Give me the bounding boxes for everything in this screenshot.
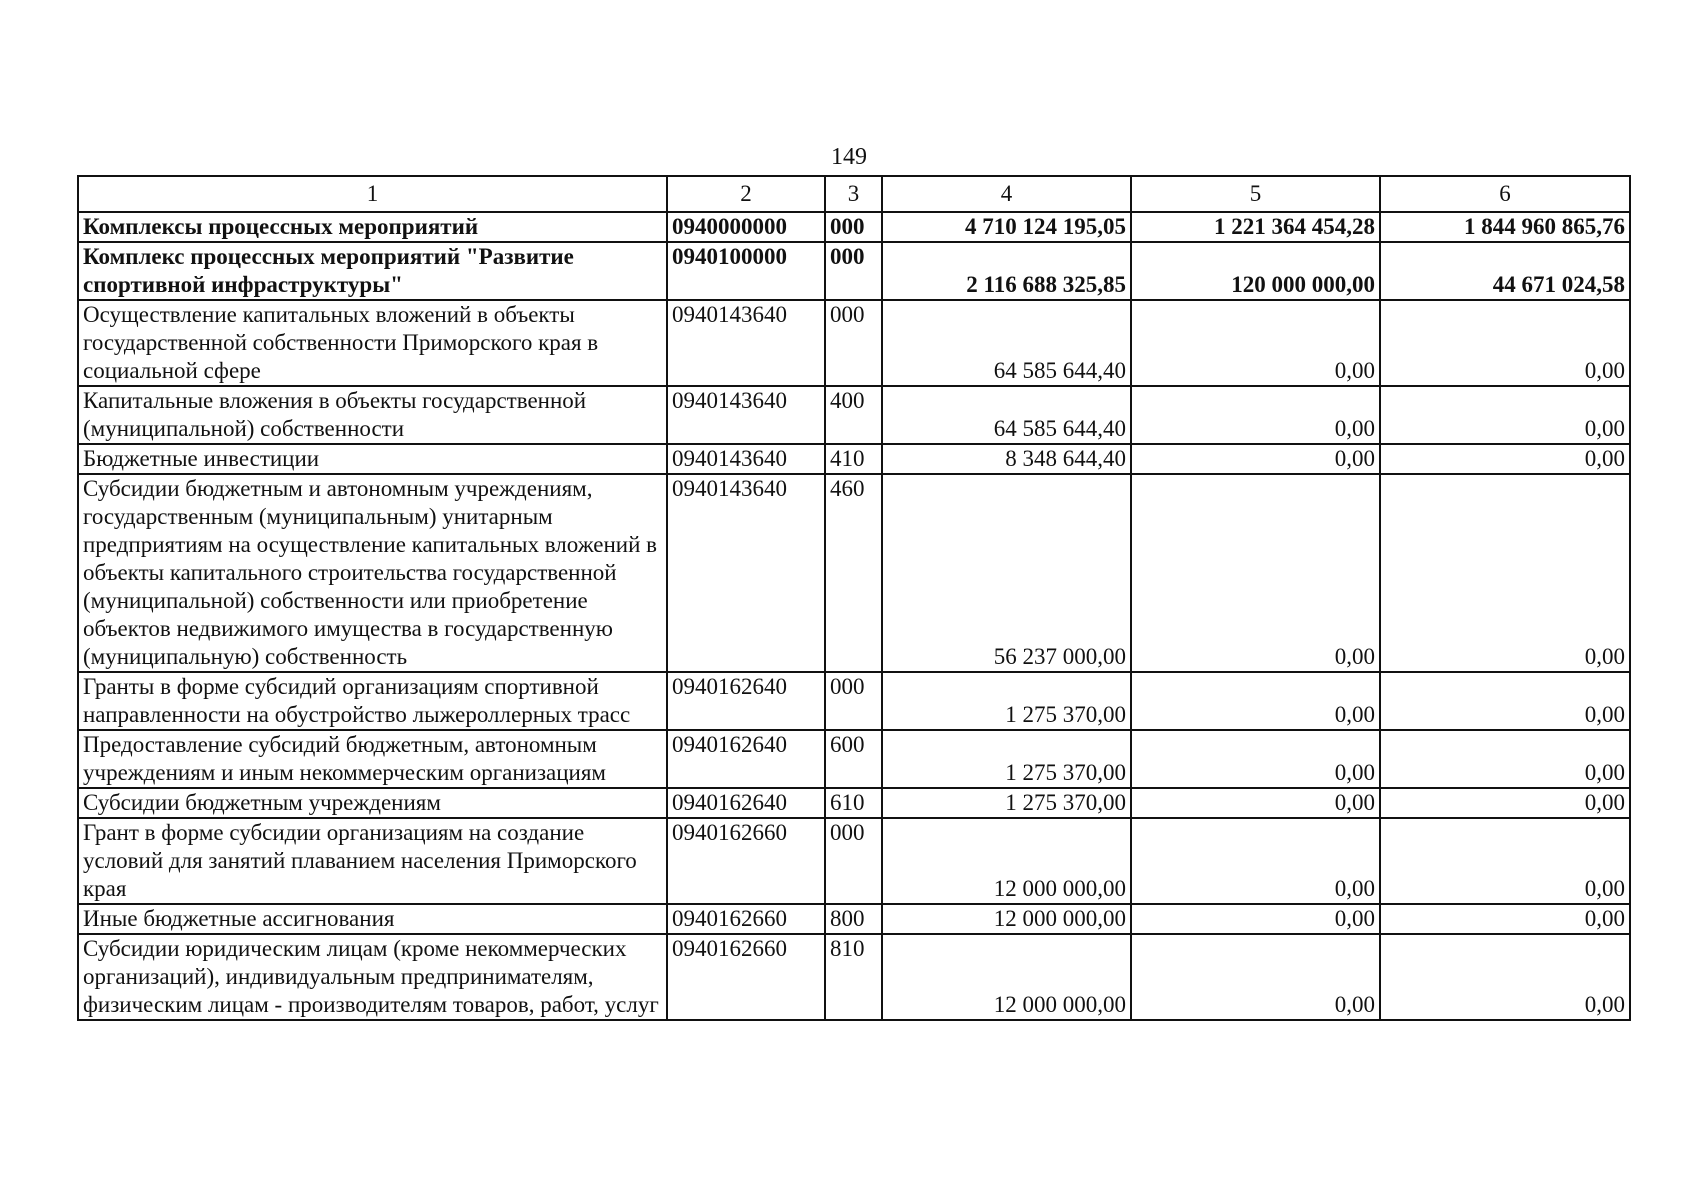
table-row <box>78 818 1630 904</box>
target-article-code: 0940162660 <box>667 904 825 934</box>
amount-column-5: 0,00 <box>1131 788 1380 818</box>
amount-column-5: 0,00 <box>1131 904 1380 934</box>
column-header: 3 <box>825 176 882 212</box>
amount-column-6: 0,00 <box>1380 672 1630 730</box>
amount-column-4: 1 275 370,00 <box>882 672 1131 730</box>
target-article-code: 0940100000 <box>667 242 825 300</box>
expense-type-code: 410 <box>825 444 882 474</box>
table-row <box>78 934 1630 1020</box>
amount-column-4: 1 275 370,00 <box>882 730 1131 788</box>
amount-column-4: 2 116 688 325,85 <box>882 242 1131 300</box>
budget-item-name: Субсидии бюджетным учреждениям <box>78 788 667 818</box>
table-body <box>78 212 1630 1020</box>
budget-item-name: Капитальные вложения в объекты государственной (муниципальной) собственности <box>78 386 667 444</box>
amount-column-5: 120 000 000,00 <box>1131 242 1380 300</box>
amount-column-4: 8 348 644,40 <box>882 444 1131 474</box>
amount-column-6: 44 671 024,58 <box>1380 242 1630 300</box>
budget-item-name: Гранты в форме субсидий организациям спортивной направленности на обустройство лыжероллерных трасс <box>78 672 667 730</box>
budget-item-name: Бюджетные инвестиции <box>78 444 667 474</box>
target-article-code: 0940143640 <box>667 444 825 474</box>
target-article-code: 0940162640 <box>667 788 825 818</box>
budget-item-name: Предоставление субсидий бюджетным, автономным учреждениям и иным некоммерческим организациям <box>78 730 667 788</box>
expense-type-code: 460 <box>825 474 882 672</box>
expense-type-code: 800 <box>825 904 882 934</box>
column-header: 5 <box>1131 176 1380 212</box>
amount-column-5: 0,00 <box>1131 386 1380 444</box>
expense-type-code: 000 <box>825 818 882 904</box>
amount-column-5: 1 221 364 454,28 <box>1131 212 1380 242</box>
amount-column-5: 0,00 <box>1131 730 1380 788</box>
amount-column-5: 0,00 <box>1131 300 1380 386</box>
amount-column-6: 0,00 <box>1380 904 1630 934</box>
expense-type-code: 610 <box>825 788 882 818</box>
column-header: 2 <box>667 176 825 212</box>
amount-column-6: 1 844 960 865,76 <box>1380 212 1630 242</box>
budget-table <box>77 175 1631 1021</box>
table-row <box>78 300 1630 386</box>
amount-column-6: 0,00 <box>1380 300 1630 386</box>
table-row <box>78 474 1630 672</box>
amount-column-4: 56 237 000,00 <box>882 474 1131 672</box>
expense-type-code: 600 <box>825 730 882 788</box>
amount-column-4: 4 710 124 195,05 <box>882 212 1131 242</box>
expense-type-code: 000 <box>825 672 882 730</box>
amount-column-6: 0,00 <box>1380 444 1630 474</box>
target-article-code: 0940143640 <box>667 300 825 386</box>
target-article-code: 0940000000 <box>667 212 825 242</box>
amount-column-5: 0,00 <box>1131 474 1380 672</box>
budget-item-name: Грант в форме субсидии организациям на создание условий для занятий плаванием населения Приморского края <box>78 818 667 904</box>
expense-type-code: 400 <box>825 386 882 444</box>
table-row <box>78 672 1630 730</box>
amount-column-4: 1 275 370,00 <box>882 788 1131 818</box>
budget-item-name: Комплекс процессных мероприятий "Развитие спортивной инфраструктуры" <box>78 242 667 300</box>
column-header: 1 <box>78 176 667 212</box>
expense-type-code: 810 <box>825 934 882 1020</box>
amount-column-6: 0,00 <box>1380 730 1630 788</box>
table-row <box>78 730 1630 788</box>
table-row <box>78 444 1630 474</box>
page-number: 149 <box>831 144 867 170</box>
budget-item-name: Комплексы процессных мероприятий <box>78 212 667 242</box>
amount-column-6: 0,00 <box>1380 386 1630 444</box>
budget-item-name: Иные бюджетные ассигнования <box>78 904 667 934</box>
amount-column-4: 64 585 644,40 <box>882 386 1131 444</box>
table-row <box>78 386 1630 444</box>
target-article-code: 0940143640 <box>667 474 825 672</box>
expense-type-code: 000 <box>825 212 882 242</box>
amount-column-5: 0,00 <box>1131 672 1380 730</box>
amount-column-4: 12 000 000,00 <box>882 934 1131 1020</box>
amount-column-4: 12 000 000,00 <box>882 904 1131 934</box>
target-article-code: 0940162660 <box>667 934 825 1020</box>
target-article-code: 0940162640 <box>667 672 825 730</box>
amount-column-6: 0,00 <box>1380 934 1630 1020</box>
table-row <box>78 788 1630 818</box>
table-row <box>78 904 1630 934</box>
expense-type-code: 000 <box>825 242 882 300</box>
amount-column-5: 0,00 <box>1131 934 1380 1020</box>
table-header-row <box>78 176 1630 212</box>
budget-item-name: Субсидии юридическим лицам (кроме некоммерческих организаций), индивидуальным предпринимателям, физическим лицам - производителям товаров, работ, услуг <box>78 934 667 1020</box>
amount-column-5: 0,00 <box>1131 444 1380 474</box>
target-article-code: 0940162640 <box>667 730 825 788</box>
table-row <box>78 242 1630 300</box>
amount-column-6: 0,00 <box>1380 818 1630 904</box>
target-article-code: 0940162660 <box>667 818 825 904</box>
amount-column-4: 12 000 000,00 <box>882 818 1131 904</box>
expense-type-code: 000 <box>825 300 882 386</box>
column-header: 4 <box>882 176 1131 212</box>
amount-column-6: 0,00 <box>1380 474 1630 672</box>
table-row <box>78 212 1630 242</box>
amount-column-6: 0,00 <box>1380 788 1630 818</box>
amount-column-4: 64 585 644,40 <box>882 300 1131 386</box>
amount-column-5: 0,00 <box>1131 818 1380 904</box>
budget-item-name: Осуществление капитальных вложений в объекты государственной собственности Приморского края в социальной сфере <box>78 300 667 386</box>
budget-item-name: Субсидии бюджетным и автономным учреждениям, государственным (муниципальным) унитарным предприятиям на осуществление капитальных вложений в объекты капитального строительства государственной (муниципальной) собственности или приобретение объектов недвижимого имущества в государственную (муниципальную) собственность <box>78 474 667 672</box>
column-header: 6 <box>1380 176 1630 212</box>
target-article-code: 0940143640 <box>667 386 825 444</box>
